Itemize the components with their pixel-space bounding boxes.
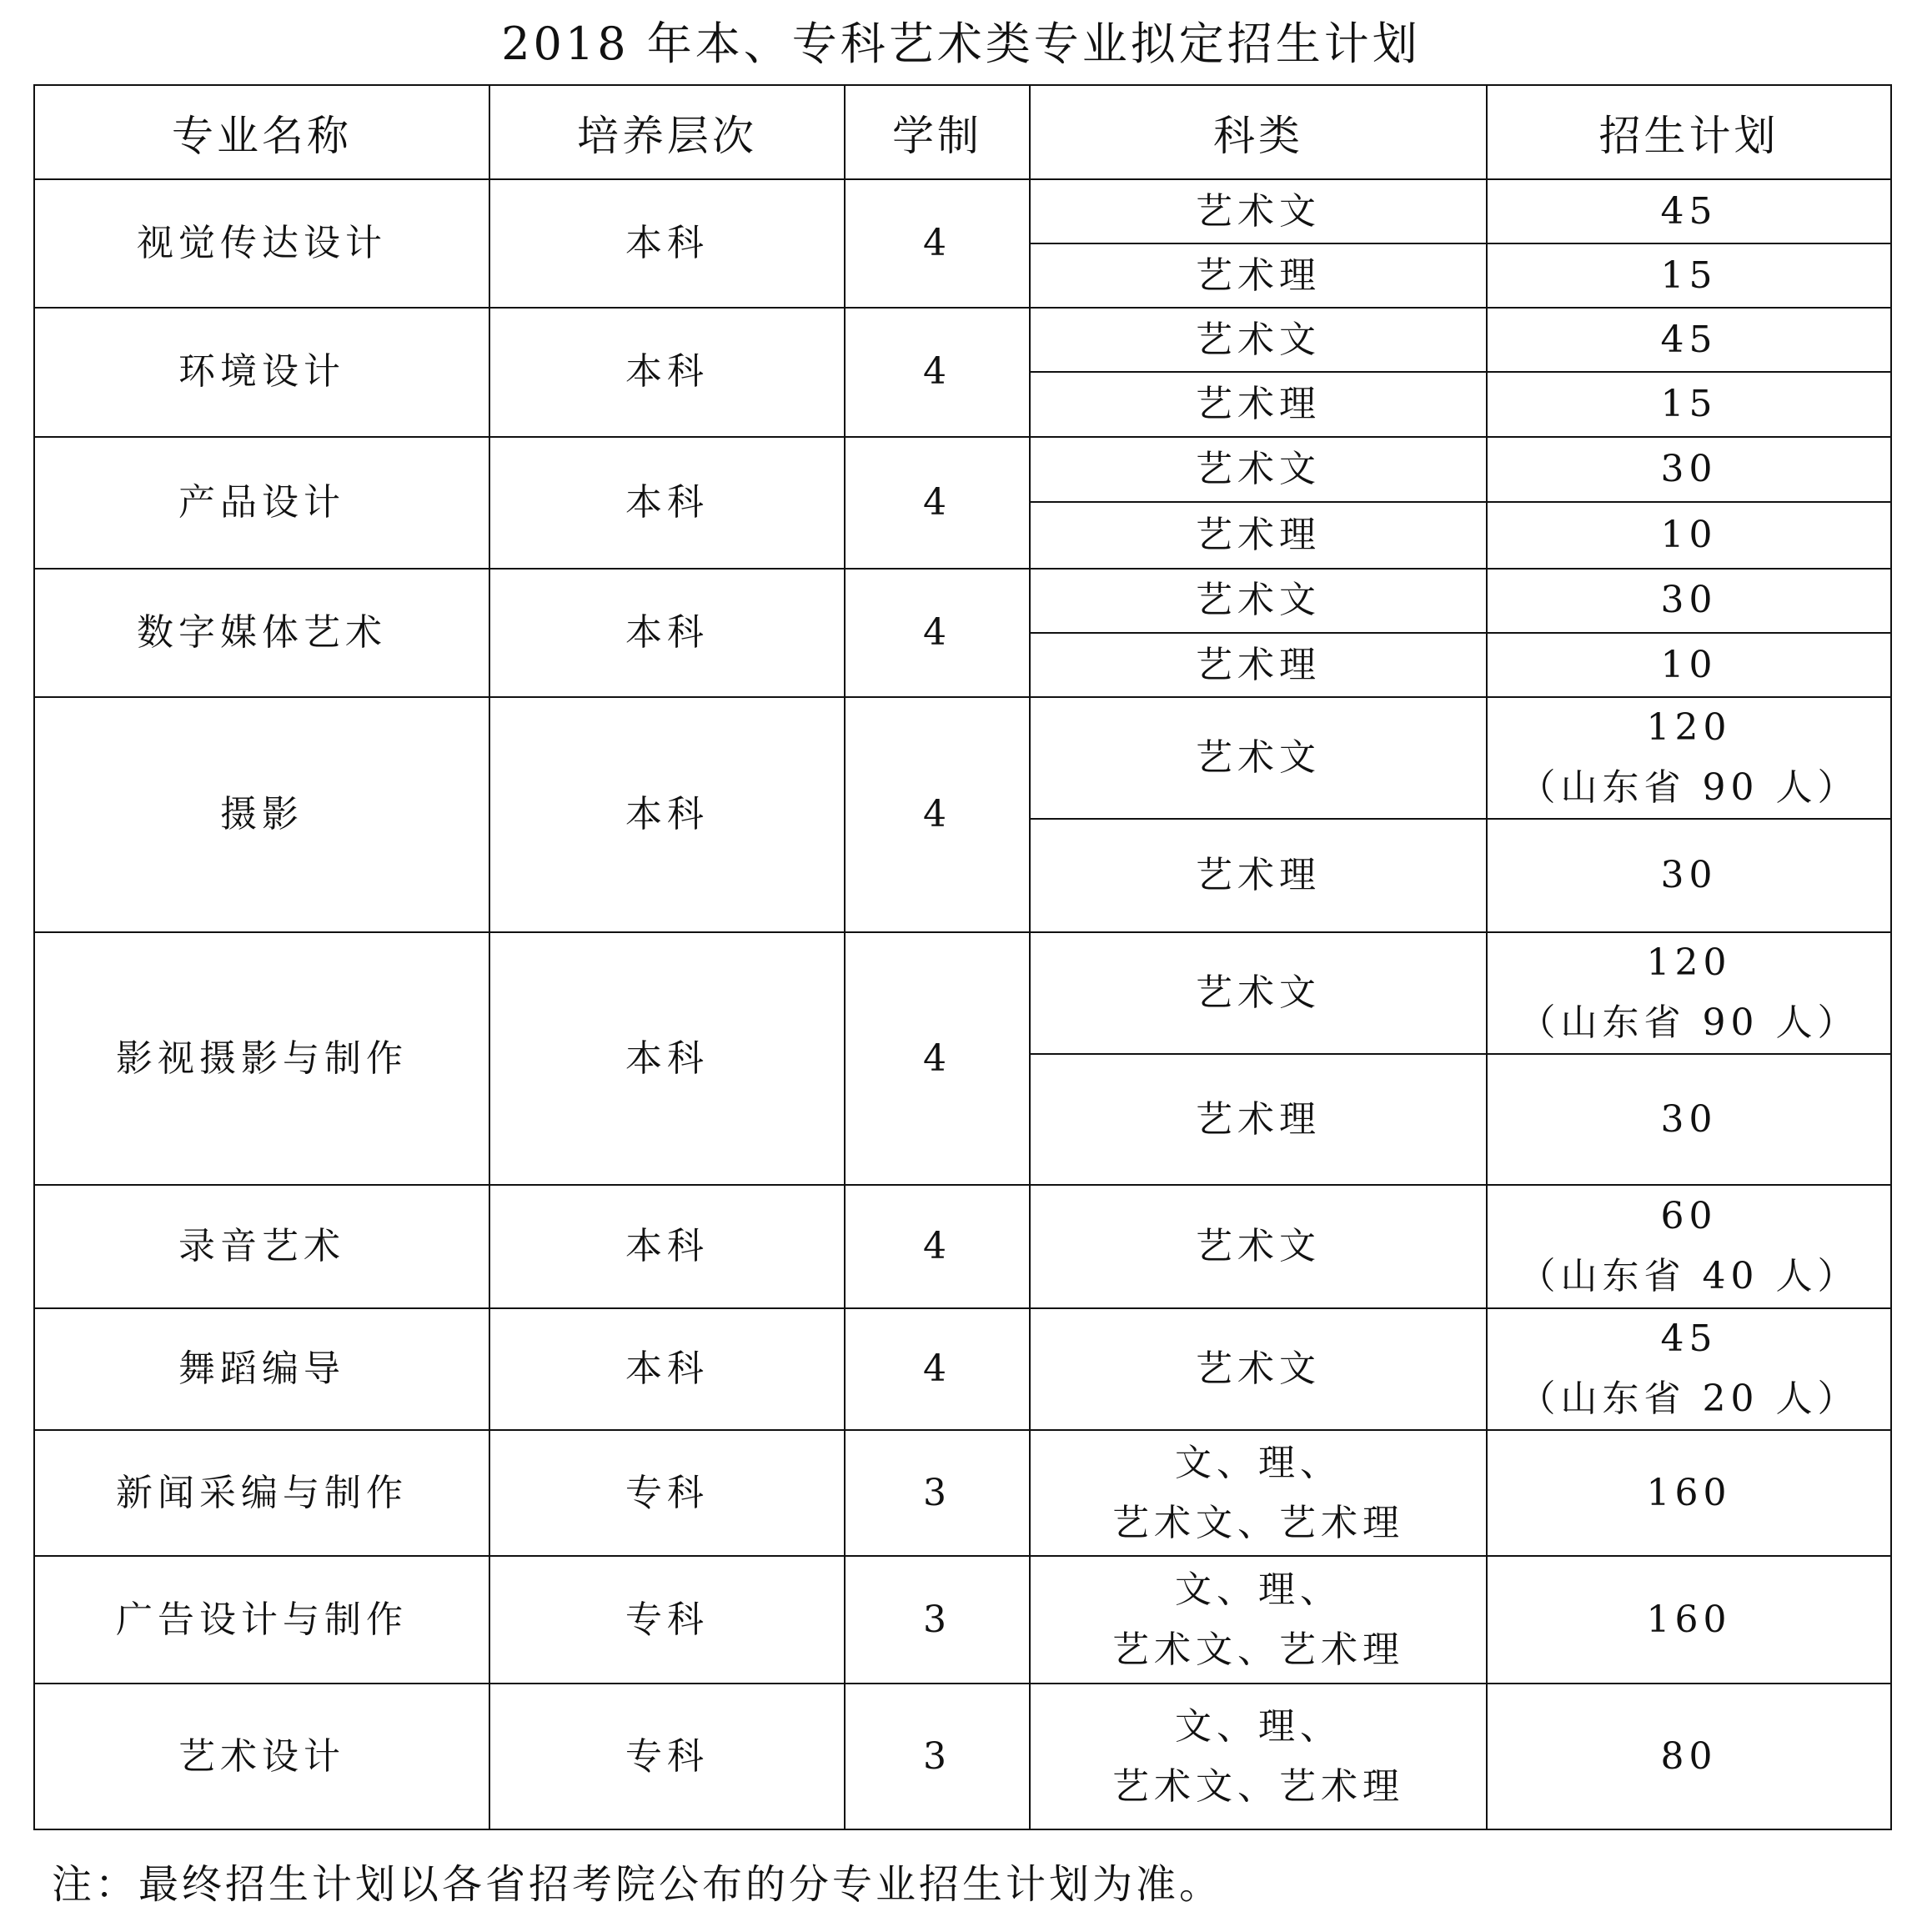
cell-major: 录音艺术 [34, 1185, 489, 1307]
cell-years: 4 [845, 697, 1030, 932]
cell-major: 数字媒体艺术 [34, 569, 489, 697]
cell-category [1030, 1684, 1487, 1829]
cell-level: 本科 [489, 1308, 845, 1430]
cell-plan [1487, 633, 1891, 697]
cell-plan [1487, 569, 1891, 633]
cell-plan [1487, 1308, 1891, 1430]
cell-category-line: 艺术文 [1196, 189, 1321, 233]
header-category: 科类 [1030, 85, 1487, 179]
cell-major: 广告设计与制作 [34, 1556, 489, 1684]
cell-plan [1487, 697, 1891, 819]
header-plan: 招生计划 [1487, 85, 1891, 179]
cell-plan [1487, 1556, 1891, 1684]
cell-category-line: 艺术文 [1196, 971, 1321, 1014]
cell-plan-line: 30 [1660, 579, 1718, 622]
cell-plan-line: 45 [1660, 1317, 1718, 1360]
cell-category [1030, 569, 1487, 633]
cell-category-line: 艺术文 [1196, 1347, 1321, 1390]
cell-years: 4 [845, 569, 1030, 697]
cell-plan [1487, 243, 1891, 308]
cell-category-line: 艺术文 [1196, 447, 1321, 490]
cell-category-line: 艺术文、艺术理 [1112, 1628, 1404, 1671]
cell-category-line: 艺术文 [1196, 1224, 1321, 1267]
cell-plan-line: 60 [1660, 1194, 1718, 1237]
cell-category [1030, 932, 1487, 1054]
cell-years: 4 [845, 437, 1030, 569]
cell-plan [1487, 1430, 1891, 1556]
table-row [34, 437, 1891, 502]
cell-category [1030, 1556, 1487, 1684]
cell-plan-line: （山东省 20 人） [1518, 1377, 1859, 1420]
table-row [34, 1684, 1891, 1829]
cell-level: 本科 [489, 1185, 845, 1307]
table-header-row [34, 85, 1891, 179]
cell-major: 视觉传达设计 [34, 179, 489, 308]
cell-years: 4 [845, 179, 1030, 308]
cell-major: 摄影 [34, 697, 489, 932]
cell-category-line: 艺术文 [1196, 318, 1321, 361]
cell-category [1030, 308, 1487, 372]
cell-plan-line: 30 [1660, 447, 1718, 490]
cell-plan-line: （山东省 90 人） [1518, 766, 1859, 810]
header-level: 培养层次 [489, 85, 845, 179]
cell-category-line: 艺术理 [1196, 1097, 1321, 1141]
cell-years: 3 [845, 1556, 1030, 1684]
cell-major: 环境设计 [34, 308, 489, 436]
cell-level: 本科 [489, 179, 845, 308]
cell-years: 3 [845, 1684, 1030, 1829]
cell-category-line: 艺术理 [1196, 382, 1321, 425]
cell-plan-line: 15 [1660, 382, 1718, 425]
cell-plan-line: 120 [1646, 941, 1732, 984]
cell-category-line: 文、理、 [1175, 1441, 1342, 1484]
cell-category-line: 艺术理 [1196, 513, 1321, 556]
cell-category-line: 艺术文 [1196, 579, 1321, 622]
cell-category [1030, 1308, 1487, 1430]
cell-plan-line: 120 [1646, 706, 1732, 750]
cell-category-line: 艺术文、艺术理 [1112, 1501, 1404, 1544]
cell-level: 本科 [489, 932, 845, 1186]
cell-category-line: 文、理、 [1175, 1568, 1342, 1611]
cell-category [1030, 819, 1487, 931]
cell-plan [1487, 1185, 1891, 1307]
cell-years: 4 [845, 1308, 1030, 1430]
table-row [34, 179, 1891, 243]
table-row [34, 1556, 1891, 1684]
cell-plan-line: 80 [1660, 1734, 1718, 1778]
table-row [34, 1185, 1891, 1307]
page-title: 2018 年本、专科艺术类专业拟定招生计划 [501, 18, 1421, 70]
cell-category [1030, 179, 1487, 243]
cell-plan-line: 10 [1660, 513, 1718, 556]
cell-plan-line: 160 [1646, 1471, 1732, 1514]
cell-plan-line: 30 [1660, 1097, 1718, 1141]
cell-category-line: 文、理、 [1175, 1704, 1342, 1748]
table-row [34, 1308, 1891, 1430]
cell-level: 本科 [489, 437, 845, 569]
cell-major: 舞蹈编导 [34, 1308, 489, 1430]
cell-category-line: 艺术理 [1196, 643, 1321, 686]
cell-plan-line: 10 [1660, 643, 1718, 686]
cell-years: 4 [845, 1185, 1030, 1307]
cell-plan [1487, 437, 1891, 502]
cell-plan [1487, 1054, 1891, 1185]
table-row [34, 569, 1891, 633]
cell-level: 本科 [489, 569, 845, 697]
cell-category-line: 艺术理 [1196, 854, 1321, 897]
cell-category [1030, 1185, 1487, 1307]
cell-major: 影视摄影与制作 [34, 932, 489, 1186]
cell-plan [1487, 179, 1891, 243]
cell-major: 产品设计 [34, 437, 489, 569]
cell-years: 4 [845, 308, 1030, 436]
cell-plan-line: 15 [1660, 253, 1718, 297]
cell-category-line: 艺术理 [1196, 253, 1321, 297]
cell-plan-line: （山东省 40 人） [1518, 1254, 1859, 1297]
table-body [34, 179, 1891, 1829]
cell-plan [1487, 308, 1891, 372]
enrollment-plan-table [33, 84, 1892, 1830]
cell-category [1030, 1054, 1487, 1185]
cell-major: 新闻采编与制作 [34, 1430, 489, 1556]
cell-category [1030, 1430, 1487, 1556]
cell-category [1030, 372, 1487, 436]
cell-plan-line: 30 [1660, 854, 1718, 897]
cell-category [1030, 633, 1487, 697]
cell-plan [1487, 372, 1891, 436]
cell-level: 本科 [489, 697, 845, 932]
cell-years: 4 [845, 932, 1030, 1186]
cell-category [1030, 697, 1487, 819]
cell-major: 艺术设计 [34, 1684, 489, 1829]
cell-category [1030, 243, 1487, 308]
table-row [34, 1430, 1891, 1556]
cell-level: 专科 [489, 1556, 845, 1684]
cell-plan-line: 45 [1660, 189, 1718, 233]
footnote: 注：最终招生计划以各省招考院公布的分专业招生计划为准。 [52, 1861, 1223, 1908]
cell-level: 专科 [489, 1430, 845, 1556]
table-row [34, 932, 1891, 1054]
cell-level: 本科 [489, 308, 845, 436]
cell-plan-line: （山东省 90 人） [1518, 1001, 1859, 1044]
cell-years: 3 [845, 1430, 1030, 1556]
cell-plan [1487, 819, 1891, 931]
cell-category [1030, 437, 1487, 502]
header-major: 专业名称 [34, 85, 489, 179]
table-row [34, 308, 1891, 372]
cell-plan [1487, 502, 1891, 569]
cell-plan-line: 160 [1646, 1598, 1732, 1641]
table-row [34, 697, 1891, 819]
cell-level: 专科 [489, 1684, 845, 1829]
cell-plan [1487, 932, 1891, 1054]
cell-category-line: 艺术文、艺术理 [1112, 1764, 1404, 1808]
cell-plan-line: 45 [1660, 318, 1718, 361]
header-years: 学制 [845, 85, 1030, 179]
cell-plan [1487, 1684, 1891, 1829]
cell-category-line: 艺术文 [1196, 736, 1321, 780]
cell-category [1030, 502, 1487, 569]
